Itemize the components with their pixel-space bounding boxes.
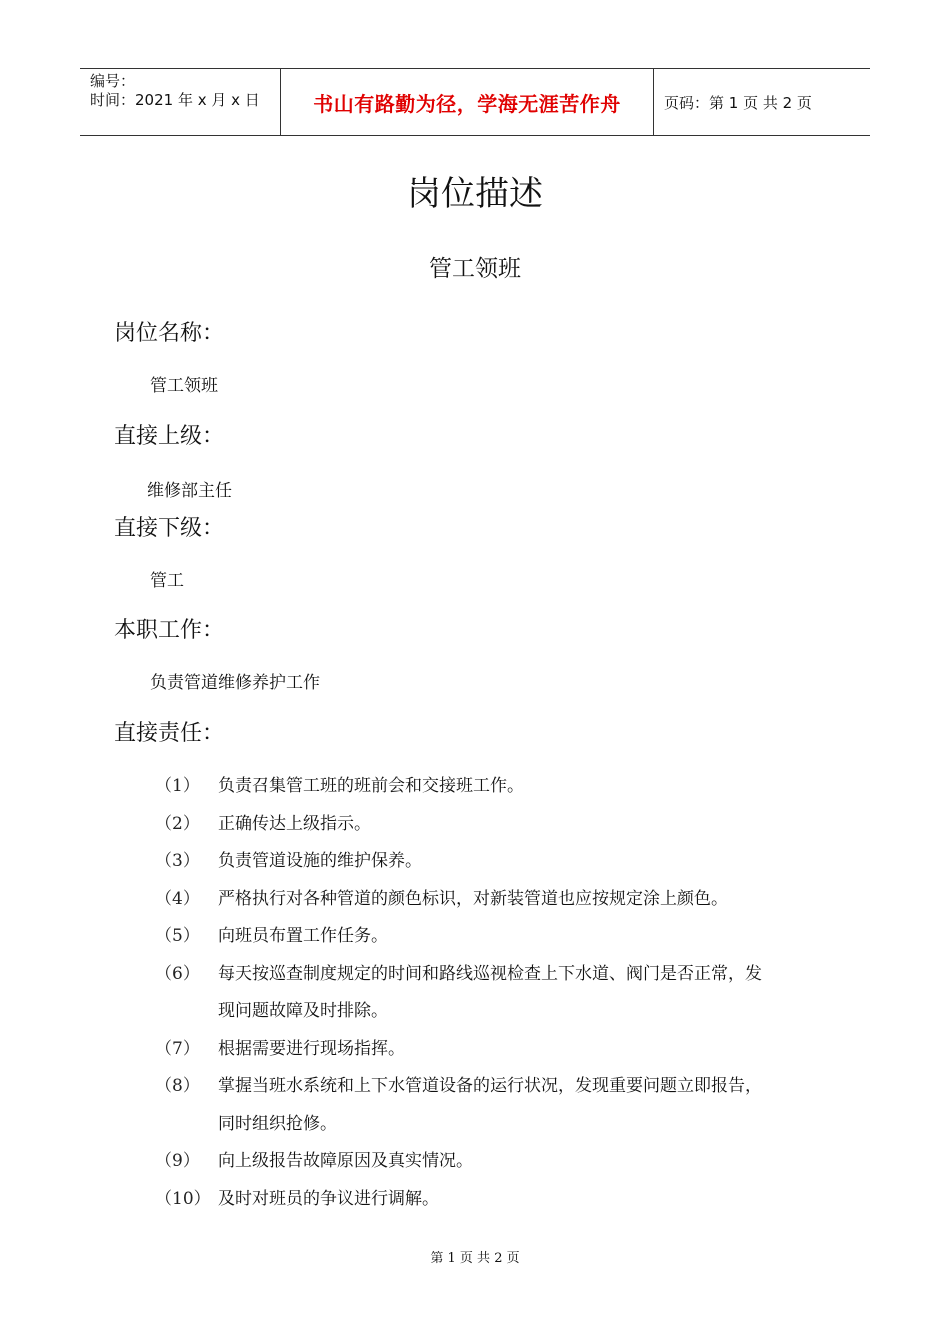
section-value-direct-superior: 维修部主任 xyxy=(147,481,232,501)
section-heading-direct-subordinate: 直接下级： xyxy=(114,516,225,541)
section-heading-position-name: 岗位名称： xyxy=(114,321,225,346)
duty-number: （9） xyxy=(155,1151,200,1171)
header-meta-cell xyxy=(80,69,281,135)
duty-text xyxy=(218,956,855,1031)
duty-item xyxy=(155,768,855,806)
duty-text xyxy=(218,1143,855,1181)
section-value-position-name: 管工领班 xyxy=(150,376,218,396)
duty-line: 严格执行对各种管道的颜色标识，对新装管道也应按规定涂上颜色。 xyxy=(218,888,728,909)
duty-line: 同时组织抢修。 xyxy=(218,1113,337,1134)
section-heading-direct-superior: 直接上级： xyxy=(114,424,225,449)
duty-line: 及时对班员的争议进行调解。 xyxy=(218,1188,439,1209)
duty-text xyxy=(218,1068,855,1143)
duty-text xyxy=(218,918,855,956)
section-value-main-work: 负责管道维修养护工作 xyxy=(150,673,320,693)
section-heading-main-work: 本职工作： xyxy=(114,618,225,643)
duty-number: （8） xyxy=(155,1076,200,1096)
duty-item xyxy=(155,843,855,881)
header-date-label: 时间：2021 年 x 月 x 日 xyxy=(90,91,260,109)
duty-text xyxy=(218,1181,855,1219)
section-value-direct-subordinate: 管工 xyxy=(150,571,184,591)
header-number-label: 编号： xyxy=(90,72,136,90)
duty-item xyxy=(155,1143,855,1181)
header-page-label: 页码：第 1 页 共 2 页 xyxy=(664,93,812,112)
duty-line: 负责召集管工班的班前会和交接班工作。 xyxy=(218,776,524,796)
duty-number: （7） xyxy=(155,1038,200,1059)
duty-number: （6） xyxy=(155,963,200,984)
duty-number: （4） xyxy=(155,888,200,909)
duty-item xyxy=(155,806,855,844)
duty-line: 掌握当班水系统和上下水管道设备的运行状况，发现重要问题立即报告， xyxy=(218,1076,762,1096)
section-heading-direct-duties: 直接责任： xyxy=(114,721,225,746)
duty-number: （10） xyxy=(155,1188,211,1209)
duty-number: （5） xyxy=(155,926,200,946)
document-header-table xyxy=(80,68,870,136)
duty-line: 向上级报告故障原因及真实情况。 xyxy=(218,1151,473,1171)
duty-item xyxy=(155,918,855,956)
duty-item xyxy=(155,1181,855,1219)
duty-number: （1） xyxy=(155,776,200,796)
duty-item xyxy=(155,1031,855,1069)
duty-text xyxy=(218,1031,855,1069)
duty-text xyxy=(218,768,855,806)
duty-item xyxy=(155,1068,855,1143)
page-footer: 第 1 页 共 2 页 xyxy=(430,1251,520,1266)
duty-item xyxy=(155,956,855,1031)
duty-line: 现问题故障及时排除。 xyxy=(218,1001,388,1021)
duty-item xyxy=(155,881,855,919)
duty-number: （2） xyxy=(155,813,200,834)
duty-list xyxy=(155,768,855,1218)
header-motto: 书山有路勤为径，学海无涯苦作舟 xyxy=(281,69,654,135)
duty-line: 正确传达上级指示。 xyxy=(218,813,371,834)
duty-line: 每天按巡查制度规定的时间和路线巡视检查上下水道、阀门是否正常，发 xyxy=(218,963,762,984)
duty-line: 向班员布置工作任务。 xyxy=(218,926,388,946)
duty-text xyxy=(218,806,855,844)
duty-line: 根据需要进行现场指挥。 xyxy=(218,1038,405,1059)
duty-number: （3） xyxy=(155,851,200,871)
document-title: 岗位描述 xyxy=(407,174,543,214)
duty-line: 负责管道设施的维护保养。 xyxy=(218,851,422,871)
duty-text xyxy=(218,843,855,881)
document-subtitle: 管工领班 xyxy=(429,256,521,282)
duty-text xyxy=(218,881,855,919)
